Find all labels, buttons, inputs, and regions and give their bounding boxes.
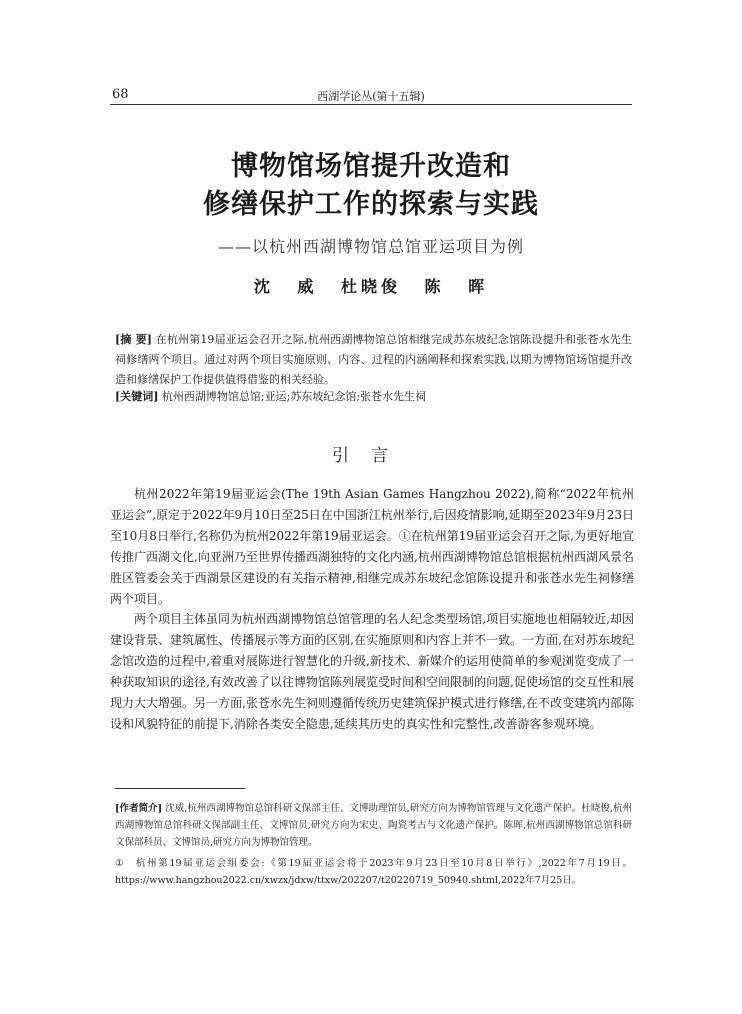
title-line-2: 修缮保护工作的探索与实践 [203,189,539,220]
author-list: 沈 威 杜晓俊 陈 晖 [253,277,489,296]
footnote-1 [115,855,632,889]
keywords-text: 杭州西湖博物馆总馆;亚运;苏东坡纪念馆;张苍水先生祠 [161,390,427,403]
author-bio [115,800,632,851]
abstract [115,330,632,390]
keywords-label: [关键词] [115,390,159,403]
section-heading: 引言 [332,446,410,466]
body-paragraph-2: 两个项目主体虽同为杭州西湖博物馆总馆管理的名人纪念类型场馆,项目实施地也相隔较近,却因建设背景、建筑属性、传播展示等方面的区别,在实施原则和内容上并不一致。一方面,在对苏东坡纪念馆改造的过程中,着重对展陈进行智慧化的升级,新技术、新媒介的运用使简单的参观浏览变成了一种获取知识的途径,有效改善了以往博物馆陈列展览受时间和空间限制的问题,促使场馆的交互性和展现力大大增强。另一方面,张苍水先生祠则遵循传统历史建筑保护模式进行修缮,在不改变建筑内部陈设和风貌特征的前提下,消除各类安全隐患,延续其历史的真实性和完整性,改善游客参观环境。 [110,612,634,731]
keywords [115,388,632,406]
footnote-divider [115,788,245,789]
article-subtitle: ——以杭州西湖博物馆总馆亚运项目为例 [217,237,524,256]
running-header [110,86,632,105]
journal-title: 西湖学论丛(第十五辑) [317,90,425,103]
body-paragraph-1: 杭州2022年第19届亚运会(The 19th Asian Games Hangzhou 2022),简称“2022年杭州亚运会”,原定于2022年9月10日至25日在中国浙江杭州举行,后因疫情影响,延期至2023年9月23日至10月8日举行,名称仍为杭州2022年第19届亚运会。①在杭州第19届亚运会召开之际,为更好地宣传推广西湖文化,向亚洲乃至世界传播西湖独特的文化内涵,杭州西湖博物馆总馆根据杭州西湖风景名胜区管委会关于西湖景区建设的有关指示精神,相继完成苏东坡纪念馆陈设提升和张苍水先生祠修缮两个项目。 [110,487,634,606]
footnotes [115,800,632,893]
abstract-text: 在杭州第19届亚运会召开之际,杭州西湖博物馆总馆相继完成苏东坡纪念馆陈设提升和张苍水先生祠修缮两个项目。通过对两个项目实施原则、内容、过程的内涵阐释和探索实践,以期为博物馆场馆提升改造和修缮保护工作提供值得借鉴的相关经验。 [115,333,632,386]
body-text [110,484,634,735]
page-number: 68 [112,87,129,102]
author-bio-label: [作者简介] [115,803,163,814]
footnote-1-text: 杭州第19届亚运会组委会:《第19届亚运会将于2023年9月23日至10月8日举行》,2022年7月19日。https://www.hangzhou2022.cn/xwzx/jdxw/ttxw/202207/t20220719_50940.shtml,2022年7月25日。 [115,858,632,886]
abstract-label: [摘 要] [115,333,152,346]
article-title [110,148,632,224]
author-bio-text: 沈威,杭州西湖博物馆总馆科研文保部主任、文博助理馆员,研究方向为博物馆管理与文化遗产保护。杜晓俊,杭州西湖博物馆总馆科研文保部副主任、文博馆员,研究方向为宋史、陶瓷考古与文化遗产保护。陈晖,杭州西湖博物馆总馆科研文保部科员、文博馆员,研究方向为博物馆管理。 [115,803,632,848]
title-line-1: 博物馆场馆提升改造和 [231,151,511,182]
footnote-1-marker: ① [115,858,126,869]
